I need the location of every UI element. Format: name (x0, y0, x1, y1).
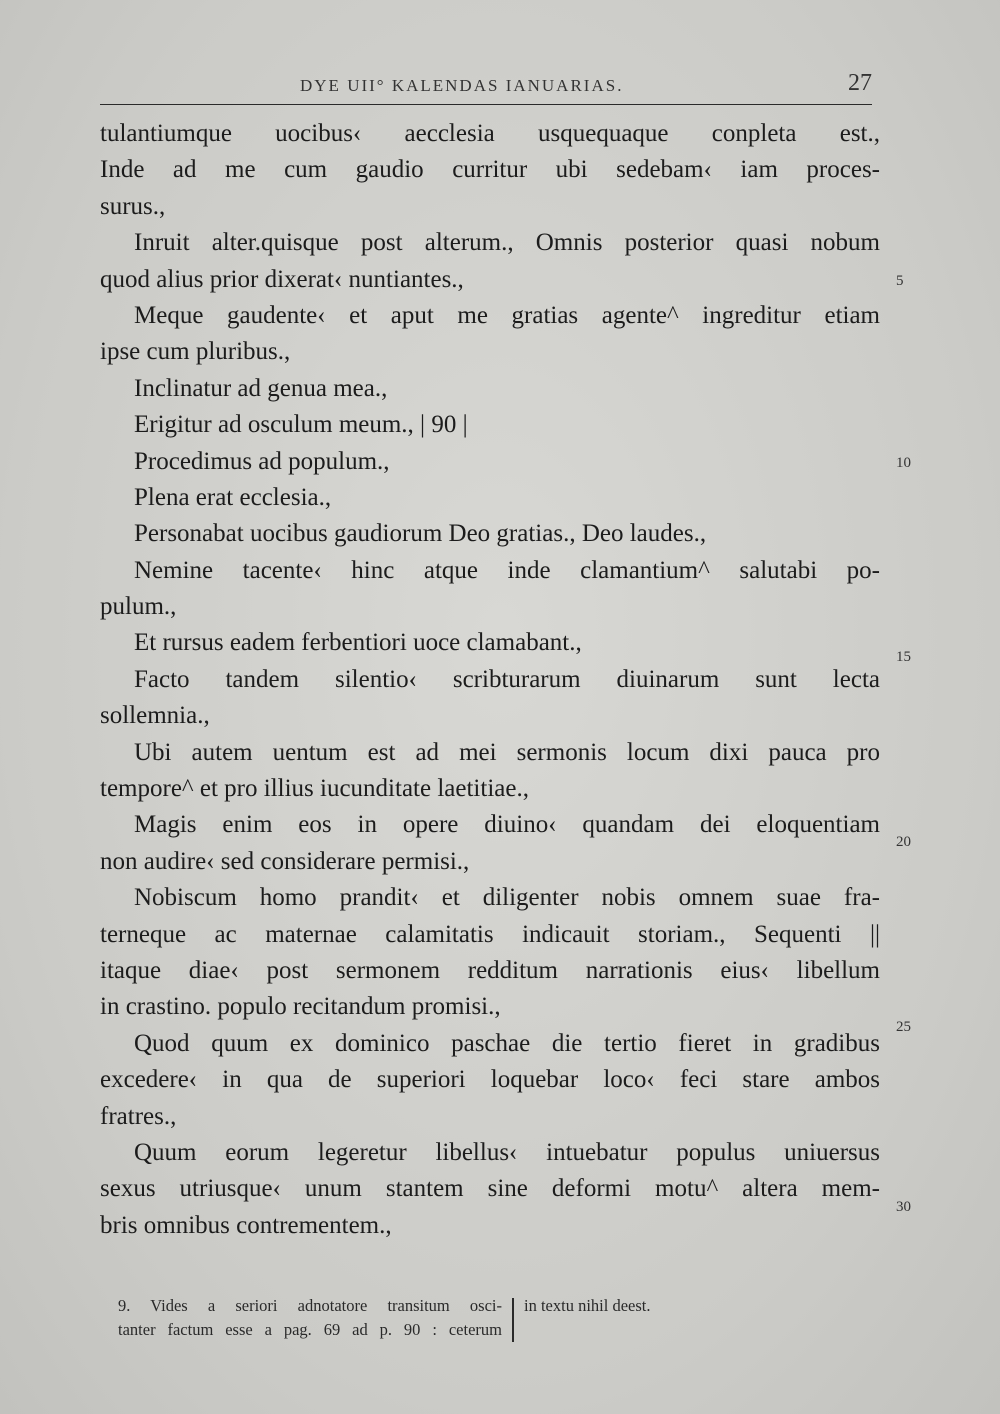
text-line: tempore^ et pro illius iucunditate laetitiae., (100, 775, 529, 803)
page-number: 27 (848, 70, 872, 96)
text-line: non audire‹ sed considerare permisi., (100, 847, 470, 875)
footnote-line: 9. Vides a seriori adnotatore transitum osci- (118, 1296, 502, 1315)
line-number: 20 (896, 834, 911, 850)
running-title: DYE UII° KALENDAS IANUARIAS. (300, 76, 624, 95)
text-line: excedere‹ in qua de superiori loquebar loco‹ feci stare ambos (100, 1066, 880, 1094)
text-line: ipse cum pluribus., (100, 338, 291, 366)
line-number: 15 (896, 649, 911, 665)
text-line: Nemine tacente‹ hinc atque inde clamantium^ salutabi po- (134, 556, 880, 584)
line-number: 25 (896, 1019, 911, 1035)
text-line: Quum eorum legeretur libellus‹ intuebatur populus uniuersus (134, 1138, 880, 1166)
text-line: itaque diae‹ post sermonem redditum narrationis eius‹ libellum (100, 956, 880, 984)
text-line: Ubi autem uentum est ad mei sermonis locum dixi pauca pro (134, 738, 880, 766)
line-number: 5 (896, 273, 904, 289)
text-line: pulum., (100, 593, 177, 621)
text-line: Magis enim eos in opere diuino‹ quandam dei eloquentiam (134, 811, 880, 839)
text-line: terneque ac maternae calamitatis indicauit storiam., Sequenti || (100, 920, 880, 948)
line-number: 30 (896, 1199, 911, 1215)
text-line: Plena erat ecclesia., (134, 483, 332, 511)
text-line: Procedimus ad populum., (134, 447, 390, 475)
footnote-column-divider (512, 1298, 514, 1342)
footnote-line: tanter factum esse a pag. 69 ad p. 90 : ceterum (118, 1320, 502, 1339)
text-line: fratres., (100, 1102, 177, 1130)
footnote-left-column (118, 1294, 502, 1342)
page-header (100, 70, 872, 105)
text-line: Inruit alter.quisque post alterum., Omnis posterior quasi nobum (134, 229, 880, 257)
text-line: Facto tandem silentio‹ scribturarum diuinarum sunt lecta (134, 665, 880, 693)
body-text (100, 116, 890, 1244)
text-line: Quod quum ex dominico paschae die tertio fieret in gradibus (134, 1029, 880, 1057)
text-line: sexus utriusque‹ unum stantem sine deformi motu^ altera mem- (100, 1175, 880, 1203)
footnote-right-column: in textu nihil deest. (524, 1296, 651, 1315)
text-line: quod alius prior dixerat‹ nuntiantes., (100, 265, 464, 293)
text-line: Erigitur ad osculum meum., | 90 | (134, 411, 468, 439)
text-line: surus., (100, 192, 166, 220)
text-line: sollemnia., (100, 702, 210, 730)
text-line: Personabat uocibus gaudiorum Deo gratias., Deo laudes., (134, 520, 707, 548)
text-line: in crastino. populo recitandum promisi., (100, 993, 501, 1021)
text-line: Meque gaudente‹ et aput me gratias agente^ ingreditur etiam (134, 301, 880, 329)
text-line: Inclinatur ad genua mea., (134, 374, 388, 402)
text-line: Et rursus eadem ferbentiori uoce clamabant., (134, 629, 582, 657)
text-line: Inde ad me cum gaudio curritur ubi sedebam‹ iam proces- (100, 156, 880, 184)
text-line: tulantiumque uocibus‹ aecclesia usquequaque conpleta est., (100, 120, 880, 147)
line-number: 10 (896, 455, 911, 471)
text-line: Nobiscum homo prandit‹ et diligenter nobis omnem suae fra- (134, 884, 880, 912)
text-line: bris omnibus contrementem., (100, 1211, 392, 1239)
